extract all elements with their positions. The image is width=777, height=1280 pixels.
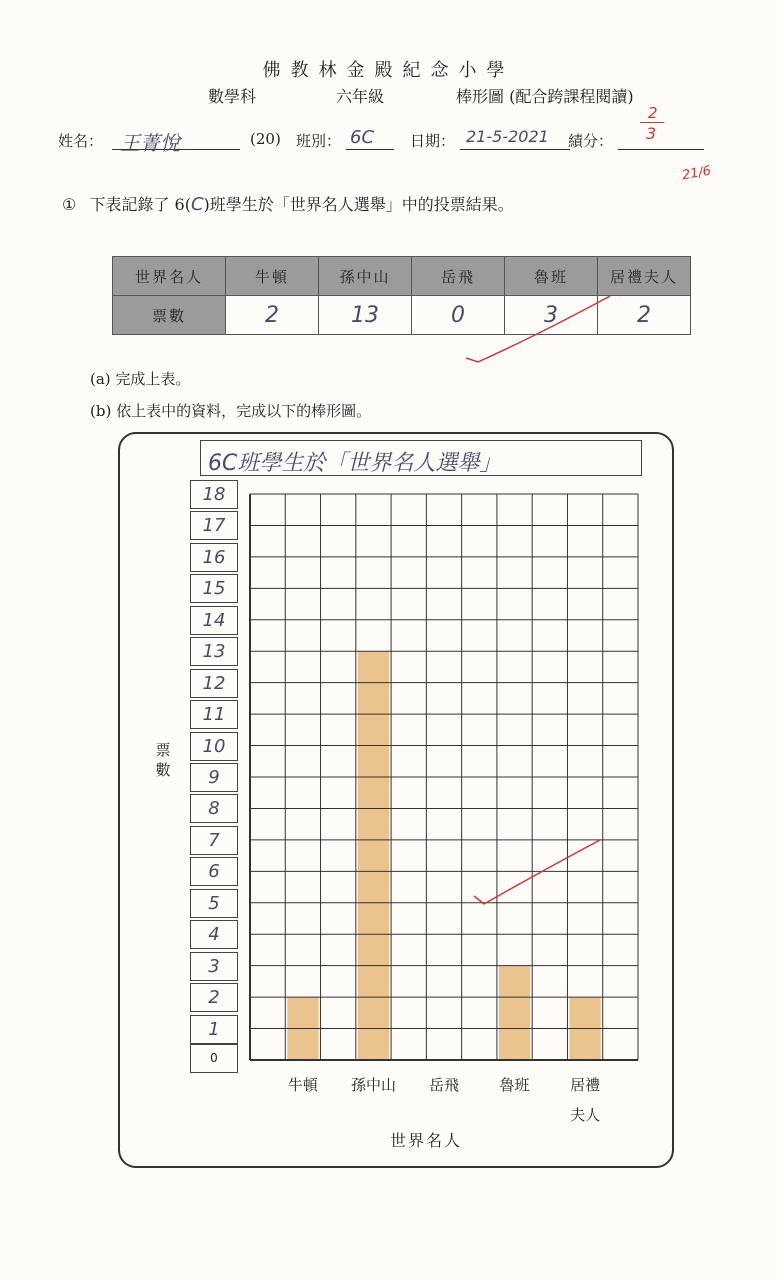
name-cell: 孫中山 xyxy=(319,257,412,296)
y-tick-7: 7 xyxy=(190,826,238,855)
class-label: 班別： xyxy=(296,132,342,150)
y-axis-label: 票數 xyxy=(155,741,171,779)
vote-cell: 3 xyxy=(505,296,598,335)
y-tick-17: 17 xyxy=(190,511,238,540)
y-tick-11: 11 xyxy=(190,700,238,729)
bar-孫中山 xyxy=(358,651,389,1060)
class-value: 6C xyxy=(350,127,375,148)
vote-cell: 2 xyxy=(598,296,691,335)
name-cell: 魯班 xyxy=(505,257,598,296)
x-axis-title: 世界名人 xyxy=(390,1131,463,1150)
topic-label: 棒形圖 (配合跨課程閱讀) xyxy=(456,87,634,106)
votes-header-cell: 票數 xyxy=(113,296,226,335)
x-tick-label: 孫中山 xyxy=(350,1076,396,1094)
y-tick-8: 8 xyxy=(190,794,238,823)
class-fill: C xyxy=(190,194,204,215)
y-tick-6: 6 xyxy=(190,857,238,886)
y-tick-16: 16 xyxy=(190,543,238,572)
school-title: 佛教林金殿紀念小學 xyxy=(262,60,515,81)
x-tick-label: 岳飛 xyxy=(428,1076,459,1094)
score-denominator: 3 xyxy=(646,124,657,143)
date-label: 日期： xyxy=(410,132,456,150)
y-tick-4: 4 xyxy=(190,920,238,949)
student-number: (20) xyxy=(250,130,281,148)
x-tick-label: 牛頓 xyxy=(287,1076,318,1094)
y-tick-9: 9 xyxy=(190,763,238,792)
score-numerator: 2 xyxy=(648,104,658,122)
y-tick-2: 2 xyxy=(190,983,238,1012)
vote-cell: 2 xyxy=(226,296,319,335)
question-text-after: )班學生於「世界名人選舉」中的投票結果。 xyxy=(203,195,514,214)
chart-title: 6C班學生於「世界名人選舉」 xyxy=(208,451,502,476)
grade-label: 六年級 xyxy=(336,87,385,106)
part-a: (a) 完成上表。 xyxy=(90,370,191,388)
bar-魯班 xyxy=(499,966,530,1060)
part-b: (b) 依上表中的資料，完成以下的棒形圖。 xyxy=(90,402,372,420)
vote-cell: 13 xyxy=(319,296,412,335)
y-tick-15: 15 xyxy=(190,574,238,603)
score-label: 績分： xyxy=(568,132,614,150)
marker-note: 21/6 xyxy=(680,163,713,184)
subject-label: 數學科 xyxy=(208,87,257,106)
chart-grid xyxy=(250,494,638,1060)
y-tick-18: 18 xyxy=(190,480,238,509)
y-tick-14: 14 xyxy=(190,606,238,635)
question-number: ① xyxy=(62,195,77,214)
name-cell: 居禮夫人 xyxy=(598,257,691,296)
x-tick-label: 居禮 夫人 xyxy=(570,1076,601,1124)
date-value: 21-5-2021 xyxy=(466,127,549,146)
check-mark-chart xyxy=(470,836,610,910)
x-tick-label: 魯班 xyxy=(499,1076,530,1094)
y-tick-5: 5 xyxy=(190,889,238,918)
y-tick-12: 12 xyxy=(190,669,238,698)
question-text-before: 下表記錄了 6( xyxy=(89,195,191,214)
y-tick-1: 1 xyxy=(190,1015,238,1044)
name-value: 王菁悅 xyxy=(120,131,180,155)
vote-cell: 0 xyxy=(412,296,505,335)
name-cell: 牛頓 xyxy=(226,257,319,296)
y-tick-0: 0 xyxy=(190,1044,238,1073)
row-header-cell: 世界名人 xyxy=(113,257,226,296)
name-cell: 岳飛 xyxy=(412,257,505,296)
y-tick-10: 10 xyxy=(190,732,238,761)
name-label: 姓名： xyxy=(58,132,104,150)
y-tick-13: 13 xyxy=(190,637,238,666)
y-tick-3: 3 xyxy=(190,952,238,981)
